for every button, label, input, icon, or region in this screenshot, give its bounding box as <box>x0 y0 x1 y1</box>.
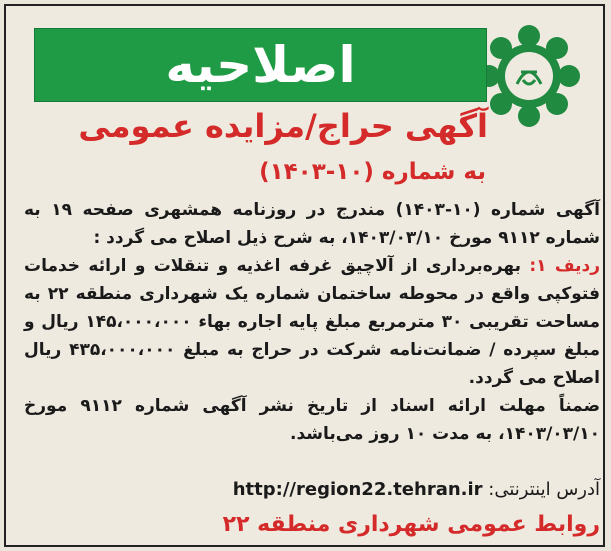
website-link[interactable]: http://region22.tehran.ir <box>232 479 483 500</box>
row-paragraph <box>24 252 600 392</box>
tehran-municipality-logo-icon <box>477 24 581 128</box>
notice-title-banner <box>34 28 487 102</box>
row-text: بهره‌برداری از آلاچیق غرفه اغذیه و تنقلات و ارائه خدمات فتوکپی واقع در محوطه ساختمان شماره یک شهرداری منطقه ۲۲ به مساحت تقریبی ۳۰ مترمربع مبلغ پایه اجاره بهاء ۱۴۵،۰۰۰،۰۰۰ ریال و مبلغ سپرده / ضمانت‌نامه شرکت در حراج به مبلغ ۴۳۵،۰۰۰،۰۰۰ ریال اصلاح می گردد. <box>24 256 600 388</box>
row-label: ردیف ۱: <box>529 256 601 276</box>
notice-subtitle: آگهی حراج/مزایده عمومی <box>78 107 488 145</box>
footer-signature: روابط عمومی شهرداری منطقه ۲۲ <box>222 512 600 537</box>
notice-body <box>24 196 600 448</box>
note-paragraph: ضمناً مهلت ارائه اسناد از تاریخ نشر آگهی شماره ۹۱۱۲ مورخ ۱۴۰۳/۰۳/۱۰، به مدت ۱۰ روز می‌باشد. <box>24 396 600 444</box>
address-label: آدرس اینترنتی: <box>488 479 600 500</box>
intro-paragraph: آگهی شماره (۱۰-۱۴۰۳) مندرج در روزنامه همشهری صفحه ۱۹ به شماره ۹۱۱۲ مورخ ۱۴۰۳/۰۳/۱۰، به شرح ذیل اصلاح می گردد : <box>24 200 600 248</box>
address-line <box>24 474 600 506</box>
notice-number: به شماره (۱۰-۱۴۰۳) <box>259 159 486 185</box>
notice-title: اصلاحیه <box>165 36 356 94</box>
notice-frame <box>4 4 605 547</box>
